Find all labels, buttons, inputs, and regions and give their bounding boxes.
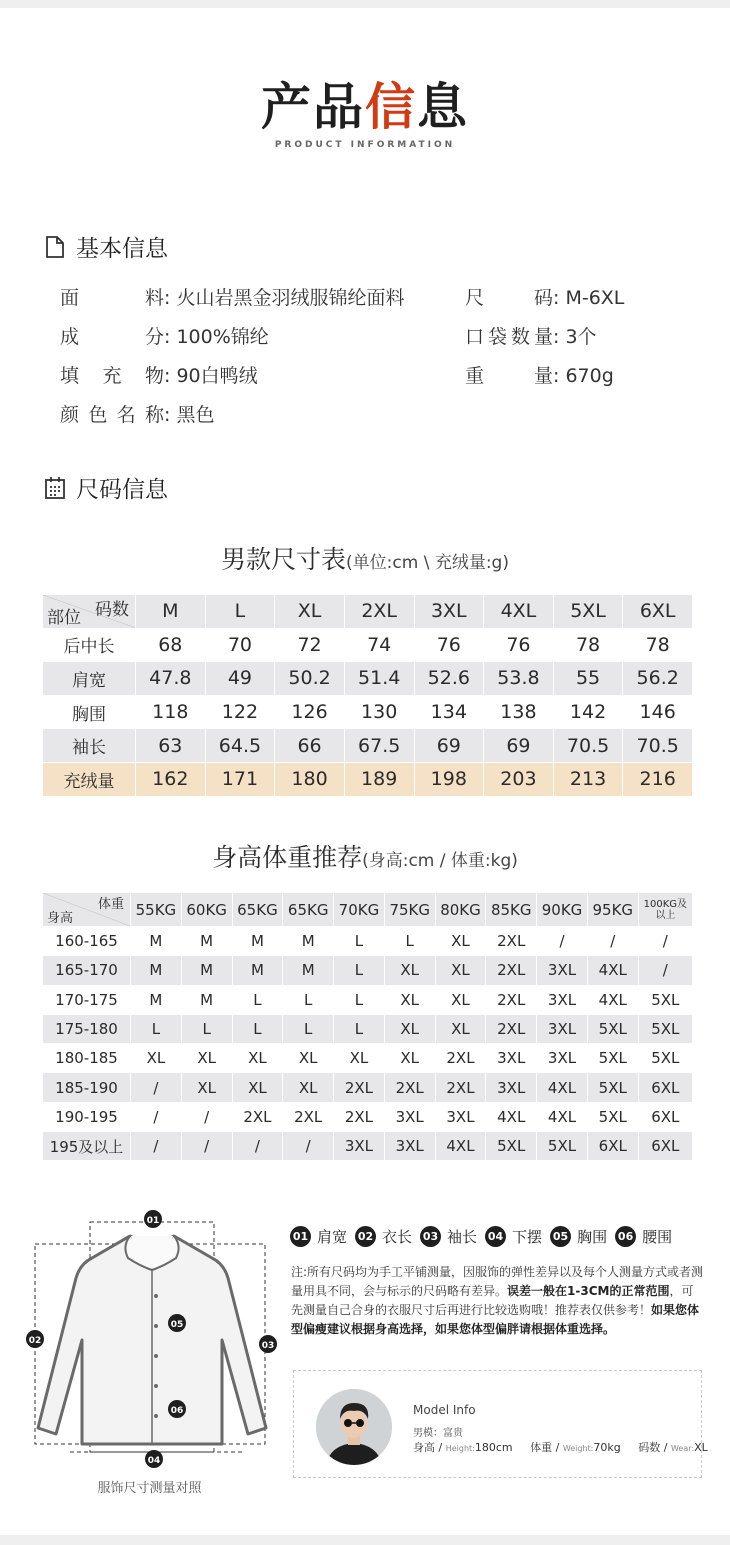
table-cell: 5XL <box>587 1014 638 1043</box>
table-cell: 3XL <box>537 956 588 985</box>
legend-item <box>355 1226 412 1247</box>
legend-label: 衣长 <box>382 1228 413 1246</box>
size-table-title <box>0 540 730 576</box>
table-cell: 5XL <box>486 1132 537 1161</box>
size-table-header <box>43 595 693 629</box>
row-label: 160-165 <box>43 927 131 956</box>
table-cell: / <box>232 1132 283 1161</box>
rec-table-heading: 身高体重推荐 <box>212 843 363 872</box>
top-divider <box>0 0 730 8</box>
table-cell: 5XL <box>537 1132 588 1161</box>
legend-num: 06 <box>615 1226 636 1247</box>
table-row <box>43 1073 693 1102</box>
note-text-2: ，可先测量自己合身的衣服尺寸后再进行比较选购哦！推荐表仅供参考！ <box>291 1284 694 1317</box>
table-cell: 3XL <box>435 1102 486 1131</box>
table-cell: 72 <box>275 628 345 662</box>
table-row <box>43 985 693 1014</box>
table-cell: 5XL <box>587 1073 638 1102</box>
table-cell: 70.5 <box>553 729 623 763</box>
rec-table-header <box>43 893 693 927</box>
size-table-corner <box>43 595 136 629</box>
info-value: M-6XL <box>565 287 625 309</box>
table-cell: 51.4 <box>344 662 414 696</box>
row-label: 充绒量 <box>43 762 136 796</box>
table-cell: 134 <box>414 695 484 729</box>
model-photo <box>316 1389 392 1465</box>
legend-label: 胸围 <box>577 1228 608 1246</box>
table-row <box>43 927 693 956</box>
note-bold-1: 误差一般在1-3CM的正常范围 <box>507 1284 670 1298</box>
table-cell: 146 <box>623 695 693 729</box>
table-cell: 130 <box>344 695 414 729</box>
size-col-header: 5XL <box>553 595 623 629</box>
row-label: 170-175 <box>43 985 131 1014</box>
model-weight <box>530 1441 621 1454</box>
size-col-header: L <box>205 595 275 629</box>
table-cell: L <box>334 985 385 1014</box>
table-cell: 3XL <box>486 1073 537 1102</box>
table-cell: 2XL <box>435 1044 486 1073</box>
legend-label: 下摆 <box>512 1228 543 1246</box>
weight-col-header: 85KG <box>486 893 537 927</box>
bottom-divider <box>0 1535 730 1545</box>
table-cell: / <box>537 927 588 956</box>
table-cell: / <box>181 1132 232 1161</box>
weight-last-line-2: 以上 <box>655 909 676 921</box>
table-cell: 5XL <box>638 1014 692 1043</box>
size-col-header: 2XL <box>344 595 414 629</box>
table-cell: XL <box>181 1044 232 1073</box>
info-value: 黑色 <box>176 404 215 426</box>
row-label: 190-195 <box>43 1102 131 1131</box>
marker-01 <box>144 1210 162 1228</box>
table-cell: M <box>181 927 232 956</box>
table-cell: 189 <box>344 762 414 796</box>
height-value: 180cm <box>474 1441 513 1454</box>
table-cell: 198 <box>414 762 484 796</box>
table-cell: 171 <box>205 762 275 796</box>
corner-top-label: 体重 <box>97 897 124 912</box>
size-col-header: XL <box>275 595 345 629</box>
model-name: 男模：富贵 <box>413 1428 463 1439</box>
table-cell: 47.8 <box>136 662 206 696</box>
table-cell: 67.5 <box>344 729 414 763</box>
table-row <box>43 729 693 763</box>
shirt-measure-diagram <box>22 1206 277 1471</box>
table-cell: 2XL <box>486 927 537 956</box>
title-part-1: 产品 <box>261 78 365 136</box>
marker-02-label: 02 <box>28 1336 42 1346</box>
table-row <box>43 695 693 729</box>
legend-num: 02 <box>355 1226 376 1247</box>
row-label: 后中长 <box>43 628 136 662</box>
table-cell: 4XL <box>537 1102 588 1131</box>
table-row-fill <box>43 762 693 796</box>
table-cell: L <box>334 1014 385 1043</box>
legend-label: 腰围 <box>642 1228 673 1246</box>
info-value: 3个 <box>565 326 597 348</box>
table-cell: 138 <box>484 695 554 729</box>
table-cell: 3XL <box>537 985 588 1014</box>
table-cell: XL <box>384 1044 435 1073</box>
measure-legend <box>290 1226 672 1247</box>
info-weight: 重量: 670g <box>465 361 614 388</box>
marker-06-label: 06 <box>170 1406 184 1416</box>
info-label: 填充物 <box>60 365 164 387</box>
info-value: 100%锦纶 <box>176 326 269 348</box>
table-cell: 5XL <box>587 1102 638 1131</box>
table-cell: M <box>283 927 334 956</box>
table-cell: 56.2 <box>623 662 693 696</box>
table-cell: / <box>587 927 638 956</box>
table-cell: 4XL <box>537 1073 588 1102</box>
table-cell: 68 <box>136 628 206 662</box>
table-cell: 2XL <box>334 1073 385 1102</box>
corner-bottom-label: 部位 <box>47 607 81 628</box>
table-cell: 53.8 <box>484 662 554 696</box>
weight-label: 体重 / <box>530 1441 560 1454</box>
table-cell: 78 <box>553 628 623 662</box>
legend-item <box>420 1226 477 1247</box>
table-row <box>43 628 693 662</box>
row-label: 180-185 <box>43 1044 131 1073</box>
legend-num: 03 <box>420 1226 441 1247</box>
size-info-heading <box>44 471 168 504</box>
table-cell: L <box>131 1014 182 1043</box>
table-cell: 2XL <box>486 1014 537 1043</box>
info-composition: 成分: 100%锦纶 <box>60 322 269 349</box>
table-cell: 69 <box>484 729 554 763</box>
table-cell: L <box>283 1014 334 1043</box>
table-cell: 55 <box>553 662 623 696</box>
table-cell: XL <box>334 1044 385 1073</box>
info-label: 尺码 <box>465 287 553 309</box>
weight-col-header: 55KG <box>131 893 182 927</box>
legend-label: 袖长 <box>447 1228 478 1246</box>
table-cell: 203 <box>484 762 554 796</box>
table-cell: 3XL <box>537 1044 588 1073</box>
table-cell: 76 <box>414 628 484 662</box>
marker-05 <box>168 1314 186 1332</box>
table-cell: 122 <box>205 695 275 729</box>
height-en: Height: <box>445 1444 475 1453</box>
weight-value: 70kg <box>593 1441 621 1454</box>
row-label: 165-170 <box>43 956 131 985</box>
table-cell: 2XL <box>334 1102 385 1131</box>
table-cell: XL <box>435 927 486 956</box>
table-cell: L <box>384 927 435 956</box>
row-label: 195及以上 <box>43 1132 131 1161</box>
model-info-card <box>293 1370 708 1478</box>
model-info-title: Model Info <box>413 1403 476 1417</box>
title-highlight: 信 <box>365 78 417 136</box>
table-row <box>43 662 693 696</box>
table-cell: 3XL <box>537 1014 588 1043</box>
table-row <box>43 956 693 985</box>
table-cell: XL <box>435 956 486 985</box>
legend-num: 05 <box>550 1226 571 1247</box>
table-cell: L <box>232 1014 283 1043</box>
table-cell: 126 <box>275 695 345 729</box>
table-cell: 2XL <box>232 1102 283 1131</box>
table-cell: XL <box>435 1014 486 1043</box>
legend-item <box>290 1226 347 1247</box>
row-label: 185-190 <box>43 1073 131 1102</box>
weight-col-header: 95KG <box>587 893 638 927</box>
weight-en: Weight: <box>562 1444 594 1453</box>
table-cell: M <box>283 956 334 985</box>
info-label: 面料 <box>60 287 164 309</box>
table-cell: 180 <box>275 762 345 796</box>
table-cell: 2XL <box>283 1102 334 1131</box>
table-cell: 3XL <box>384 1132 435 1161</box>
table-cell: 74 <box>344 628 414 662</box>
info-label: 成分 <box>60 326 164 348</box>
row-label: 袖长 <box>43 729 136 763</box>
size-value: XL <box>694 1441 708 1454</box>
table-cell: 49 <box>205 662 275 696</box>
table-cell: XL <box>131 1044 182 1073</box>
legend-item <box>550 1226 607 1247</box>
corner-bottom-label: 身高 <box>47 911 74 926</box>
table-cell: / <box>131 1132 182 1161</box>
info-label: 重量 <box>465 365 553 387</box>
table-cell: XL <box>435 985 486 1014</box>
table-cell: 4XL <box>486 1102 537 1131</box>
table-cell: XL <box>283 1073 334 1102</box>
info-size: 尺码: M-6XL <box>465 283 624 310</box>
table-cell: 4XL <box>587 985 638 1014</box>
table-cell: XL <box>384 1014 435 1043</box>
marker-04-label: 04 <box>147 1456 161 1466</box>
calendar-icon <box>44 476 66 500</box>
table-cell: M <box>131 985 182 1014</box>
size-col-header: 3XL <box>414 595 484 629</box>
table-cell: 6XL <box>587 1132 638 1161</box>
row-label: 175-180 <box>43 1014 131 1043</box>
model-avatar <box>316 1389 392 1465</box>
table-cell: 69 <box>414 729 484 763</box>
model-height <box>413 1441 513 1454</box>
weight-col-header: 75KG <box>384 893 435 927</box>
table-cell: 64.5 <box>205 729 275 763</box>
info-value: 670g <box>565 365 614 387</box>
weight-col-header: 65KG <box>232 893 283 927</box>
table-cell: M <box>131 956 182 985</box>
info-material: 面料: 火山岩黑金羽绒服锦纶面料 <box>60 283 404 310</box>
table-cell: / <box>181 1102 232 1131</box>
table-cell: 4XL <box>435 1132 486 1161</box>
info-color: 颜色名称: 黑色 <box>60 400 214 427</box>
table-cell: 2XL <box>486 985 537 1014</box>
table-cell: XL <box>181 1073 232 1102</box>
marker-01-label: 01 <box>146 1216 160 1226</box>
marker-06 <box>168 1400 186 1418</box>
diagram-caption: 服饰尺寸测量对照 <box>97 1481 202 1496</box>
row-label: 胸围 <box>43 695 136 729</box>
table-row <box>43 1132 693 1161</box>
table-cell: 70 <box>205 628 275 662</box>
table-cell: 162 <box>136 762 206 796</box>
table-cell: 2XL <box>384 1073 435 1102</box>
table-cell: 50.2 <box>275 662 345 696</box>
table-row <box>43 1102 693 1131</box>
size-table-unit: (单位:cm \ 充绒量:g) <box>346 553 509 573</box>
legend-item <box>615 1226 672 1247</box>
table-cell: 216 <box>623 762 693 796</box>
table-cell: L <box>181 1014 232 1043</box>
table-cell: 5XL <box>638 1044 692 1073</box>
size-en: Wear: <box>670 1444 695 1453</box>
table-cell: 118 <box>136 695 206 729</box>
table-cell: XL <box>384 956 435 985</box>
table-cell: 3XL <box>384 1102 435 1131</box>
table-cell: 5XL <box>587 1044 638 1073</box>
table-cell: M <box>131 927 182 956</box>
marker-05-label: 05 <box>170 1320 184 1330</box>
table-cell: 76 <box>484 628 554 662</box>
row-label: 肩宽 <box>43 662 136 696</box>
rec-table-title <box>0 838 730 874</box>
legend-num: 04 <box>485 1226 506 1247</box>
rec-table-unit: (身高:cm / 体重:kg) <box>362 851 518 871</box>
table-cell: 52.6 <box>414 662 484 696</box>
table-cell: 70.5 <box>623 729 693 763</box>
title-subtitle: PRODUCT INFORMATION <box>274 140 456 150</box>
basic-info-heading <box>44 230 168 263</box>
table-cell: XL <box>232 1044 283 1073</box>
table-cell: / <box>638 927 692 956</box>
legend-item <box>485 1226 542 1247</box>
document-icon <box>44 235 66 259</box>
weight-col-header: 60KG <box>181 893 232 927</box>
weight-col-header-last <box>638 893 692 927</box>
size-info-title: 尺码信息 <box>76 477 168 503</box>
table-cell: 142 <box>553 695 623 729</box>
height-label: 身高 / <box>413 1441 443 1454</box>
size-col-header: M <box>136 595 206 629</box>
info-label: 颜色名称 <box>60 404 164 426</box>
table-cell: 213 <box>553 762 623 796</box>
marker-03-label: 03 <box>261 1341 275 1351</box>
marker-03 <box>259 1335 277 1353</box>
legend-num: 01 <box>290 1226 311 1247</box>
weight-last-line-1: 100KG及 <box>643 898 688 910</box>
marker-04 <box>145 1450 163 1468</box>
size-col-header: 4XL <box>484 595 554 629</box>
table-cell: 66 <box>275 729 345 763</box>
table-cell: 78 <box>623 628 693 662</box>
info-label: 口袋数量 <box>465 326 553 348</box>
table-cell: M <box>232 956 283 985</box>
table-row <box>43 1014 693 1043</box>
table-cell: 63 <box>136 729 206 763</box>
note-prefix: 注: <box>291 1265 308 1279</box>
table-cell: 5XL <box>638 985 692 1014</box>
measurement-note <box>291 1263 705 1339</box>
table-cell: L <box>334 956 385 985</box>
table-cell: 6XL <box>638 1132 692 1161</box>
table-cell: / <box>131 1102 182 1131</box>
size-col-header: 6XL <box>623 595 693 629</box>
info-value: 90白鸭绒 <box>176 365 258 387</box>
info-pockets: 口袋数量: 3个 <box>465 322 597 349</box>
table-cell: / <box>131 1073 182 1102</box>
table-cell: / <box>283 1132 334 1161</box>
rec-table <box>42 892 693 1161</box>
table-cell: 3XL <box>334 1132 385 1161</box>
weight-col-header: 80KG <box>435 893 486 927</box>
weight-col-header: 90KG <box>537 893 588 927</box>
table-cell: XL <box>283 1044 334 1073</box>
table-cell: 3XL <box>486 1044 537 1073</box>
table-cell: XL <box>232 1073 283 1102</box>
basic-info-title: 基本信息 <box>76 236 168 262</box>
model-stats <box>413 1439 708 1455</box>
weight-col-header: 65KG <box>283 893 334 927</box>
table-cell: 6XL <box>638 1073 692 1102</box>
corner-top-label: 码数 <box>95 600 129 620</box>
table-cell: L <box>283 985 334 1014</box>
table-cell: / <box>638 956 692 985</box>
table-cell: 2XL <box>435 1073 486 1102</box>
table-cell: XL <box>384 985 435 1014</box>
weight-col-header: 70KG <box>334 893 385 927</box>
page-title <box>0 78 730 150</box>
note-text: 所有尺码均为手工平铺测量，因服饰的弹性差异以及每个人测量方式或者测量用具不同，会与标示的尺码略有差异。 <box>291 1265 704 1298</box>
title-part-2: 息 <box>417 78 469 136</box>
table-cell: M <box>181 985 232 1014</box>
legend-label: 肩宽 <box>317 1228 348 1246</box>
rec-table-corner <box>43 893 131 927</box>
size-label: 码数 / <box>638 1441 668 1454</box>
model-size <box>638 1441 707 1454</box>
info-filling: 填充物: 90白鸭绒 <box>60 361 258 388</box>
table-cell: M <box>181 956 232 985</box>
table-cell: 2XL <box>486 956 537 985</box>
info-value: 火山岩黑金羽绒服锦纶面料 <box>176 287 405 309</box>
table-cell: L <box>232 985 283 1014</box>
marker-02 <box>26 1330 44 1348</box>
table-cell: L <box>334 927 385 956</box>
note-bold-2: 如果您体型偏瘦建议根据身高选择，如果您体型偏胖请根据体重选择。 <box>291 1303 700 1336</box>
table-cell: M <box>232 927 283 956</box>
table-row <box>43 1044 693 1073</box>
size-table <box>42 594 693 797</box>
size-table-heading: 男款尺寸表 <box>221 545 347 574</box>
table-cell: 4XL <box>587 956 638 985</box>
table-cell: 6XL <box>638 1102 692 1131</box>
